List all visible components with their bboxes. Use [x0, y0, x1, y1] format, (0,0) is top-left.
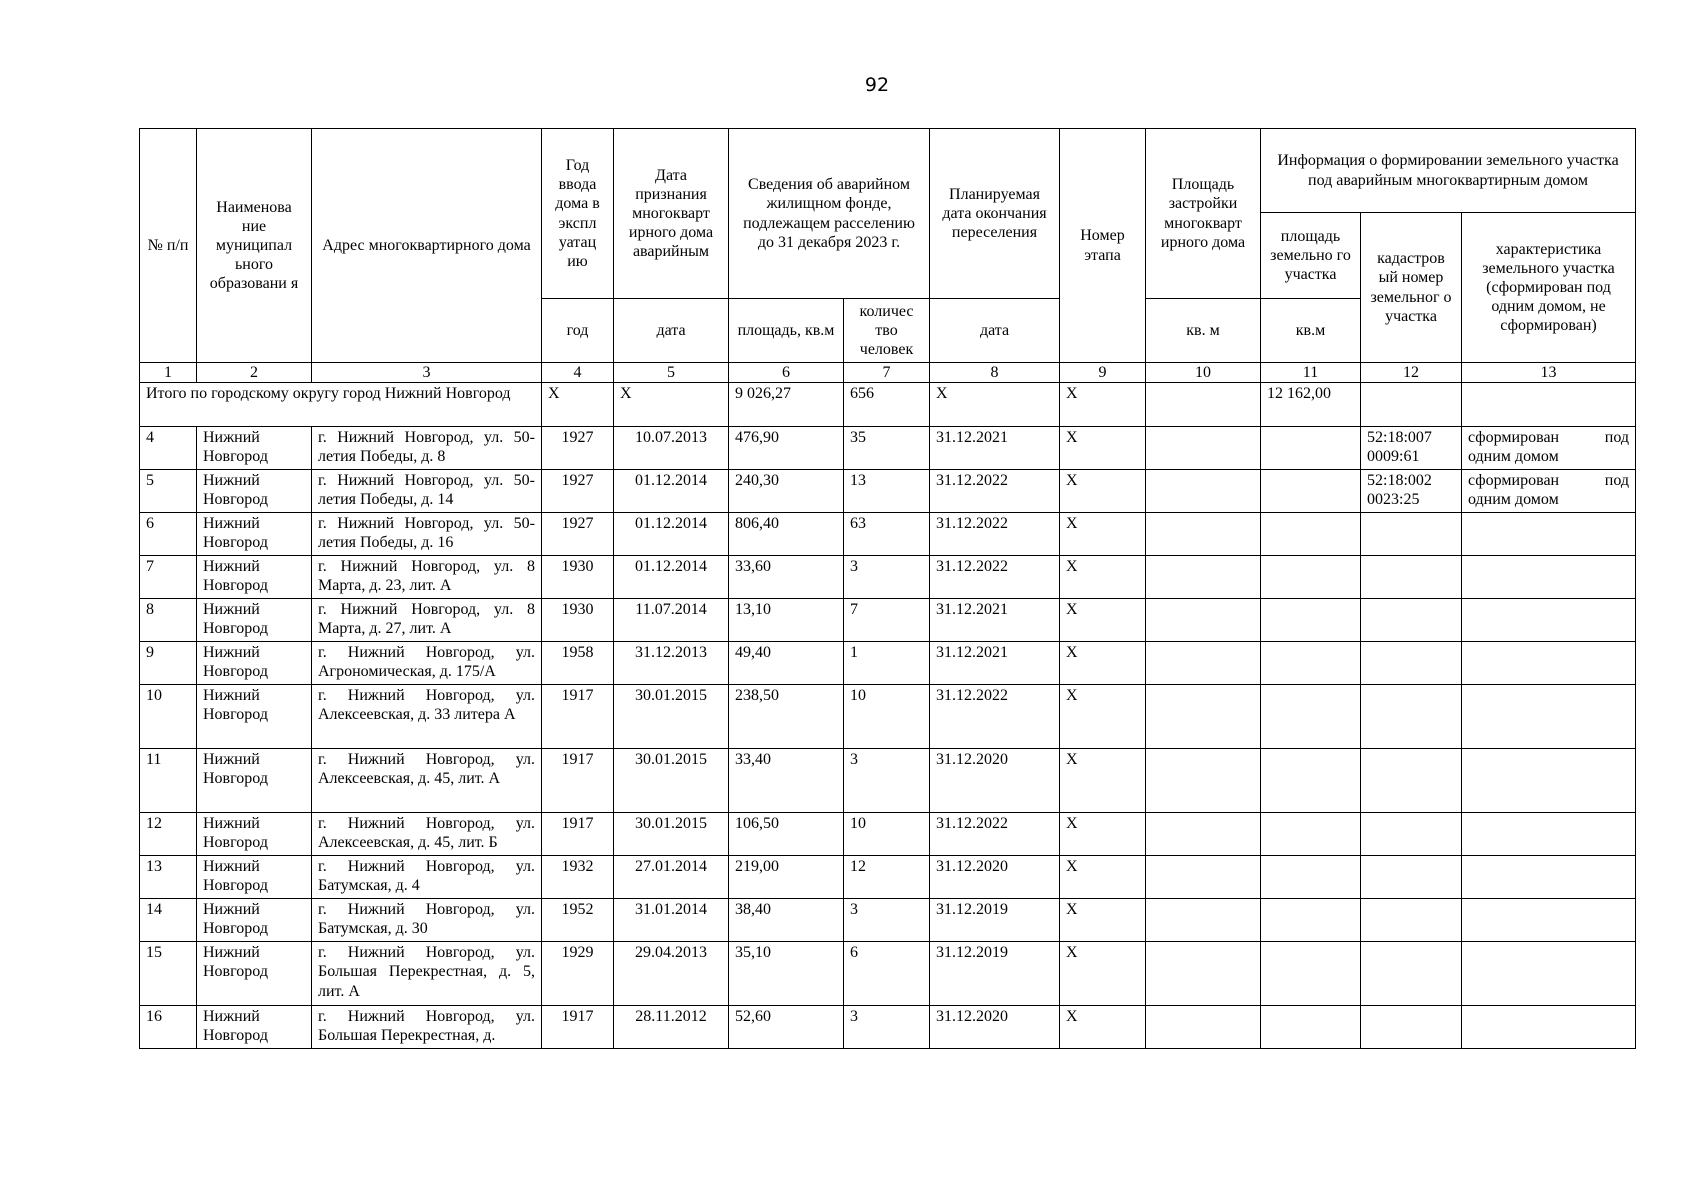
- column-number: 2: [197, 363, 312, 383]
- row-land-area: [1261, 1006, 1361, 1049]
- row-cadastral: [1361, 749, 1462, 813]
- row-land-char: [1462, 856, 1636, 899]
- row-municipality: Нижний Новгород: [197, 899, 312, 942]
- row-address: г. Нижний Новгород, ул. Алексеевская, д. 33 литера А: [312, 685, 542, 749]
- row-stage: X: [1060, 899, 1146, 942]
- row-planned-date: 31.12.2020: [930, 1006, 1060, 1049]
- row-year: 1917: [542, 813, 614, 856]
- row-municipality: Нижний Новгород: [197, 749, 312, 813]
- row-address: г. Нижний Новгород, ул. Алексеевская, д. 45, лит. А: [312, 749, 542, 813]
- table-row: [140, 599, 1636, 642]
- row-area: 240,30: [729, 470, 844, 513]
- row-planned-date: 31.12.2021: [930, 642, 1060, 685]
- table-row: [140, 1006, 1636, 1049]
- row-municipality: Нижний Новгород: [197, 942, 312, 1006]
- row-municipality: Нижний Новгород: [197, 1006, 312, 1049]
- row-people: 12: [844, 856, 930, 899]
- row-land-char: [1462, 513, 1636, 556]
- row-build-area: [1146, 1006, 1261, 1049]
- table-row: [140, 813, 1636, 856]
- row-number: 11: [140, 749, 197, 813]
- row-cadastral: [1361, 1006, 1462, 1049]
- row-cadastral: [1361, 599, 1462, 642]
- unit-date: дата: [614, 299, 729, 363]
- row-recognition-date: 30.01.2015: [614, 685, 729, 749]
- row-number: 8: [140, 599, 197, 642]
- row-build-area: [1146, 685, 1261, 749]
- total-people: 656: [844, 383, 930, 427]
- row-land-area: [1261, 856, 1361, 899]
- row-stage: X: [1060, 427, 1146, 470]
- row-planned-date: 31.12.2022: [930, 513, 1060, 556]
- row-recognition-date: 27.01.2014: [614, 856, 729, 899]
- row-land-area: [1261, 470, 1361, 513]
- unit-land-area: кв.м: [1261, 299, 1361, 363]
- unit-year: год: [542, 299, 614, 363]
- row-number: 12: [140, 813, 197, 856]
- row-address: г. Нижний Новгород, ул. 50-летия Победы, д. 14: [312, 470, 542, 513]
- row-area: 238,50: [729, 685, 844, 749]
- row-stage: X: [1060, 856, 1146, 899]
- header-land-info: Информация о формировании земельного участка под аварийным многоквартирным домом: [1261, 129, 1636, 213]
- row-stage: X: [1060, 1006, 1146, 1049]
- row-land-char: [1462, 556, 1636, 599]
- total-area: 9 026,27: [729, 383, 844, 427]
- row-year: 1932: [542, 856, 614, 899]
- column-number: 13: [1462, 363, 1636, 383]
- row-address: г. Нижний Новгород, ул. Большая Перекрестная, д.: [312, 1006, 542, 1049]
- table-row: [140, 642, 1636, 685]
- total-land-area: 12 162,00: [1261, 383, 1361, 427]
- column-number: 6: [729, 363, 844, 383]
- row-planned-date: 31.12.2021: [930, 599, 1060, 642]
- row-land-char: [1462, 942, 1636, 1006]
- row-area: 38,40: [729, 899, 844, 942]
- row-cadastral: [1361, 899, 1462, 942]
- header-municipality: Наименова ние муниципал ьного образовани я: [197, 129, 312, 363]
- row-municipality: Нижний Новгород: [197, 556, 312, 599]
- row-stage: X: [1060, 942, 1146, 1006]
- row-municipality: Нижний Новгород: [197, 856, 312, 899]
- header-stage: Номер этапа: [1060, 129, 1146, 363]
- header-planned-date: Планируемая дата окончания переселения: [930, 129, 1060, 299]
- column-number: 3: [312, 363, 542, 383]
- unit-build-area: кв. м: [1146, 299, 1261, 363]
- row-build-area: [1146, 599, 1261, 642]
- row-year: 1952: [542, 899, 614, 942]
- table-row: [140, 856, 1636, 899]
- row-address: г. Нижний Новгород, ул. Большая Перекрестная, д. 5, лит. А: [312, 942, 542, 1006]
- column-number: 11: [1261, 363, 1361, 383]
- row-planned-date: 31.12.2022: [930, 556, 1060, 599]
- row-recognition-date: 29.04.2013: [614, 942, 729, 1006]
- row-recognition-date: 11.07.2014: [614, 599, 729, 642]
- row-number: 5: [140, 470, 197, 513]
- total-build-area: [1146, 383, 1261, 427]
- row-recognition-date: 01.12.2014: [614, 513, 729, 556]
- row-address: г. Нижний Новгород, ул. 50-летия Победы, д. 8: [312, 427, 542, 470]
- row-land-char: [1462, 749, 1636, 813]
- row-cadastral: 52:18:002 0023:25: [1361, 470, 1462, 513]
- row-address: г. Нижний Новгород, ул. 8 Марта, д. 27, лит. А: [312, 599, 542, 642]
- row-land-area: [1261, 556, 1361, 599]
- row-number: 6: [140, 513, 197, 556]
- row-year: 1917: [542, 1006, 614, 1049]
- row-land-char: [1462, 813, 1636, 856]
- row-land-area: [1261, 513, 1361, 556]
- row-area: 806,40: [729, 513, 844, 556]
- unit-area: площадь, кв.м: [729, 299, 844, 363]
- row-address: г. Нижний Новгород, ул. Батумская, д. 4: [312, 856, 542, 899]
- row-address: г. Нижний Новгород, ул. Батумская, д. 30: [312, 899, 542, 942]
- row-recognition-date: 10.07.2013: [614, 427, 729, 470]
- row-cadastral: [1361, 513, 1462, 556]
- table-row: [140, 470, 1636, 513]
- header-num: № п/п: [140, 129, 197, 363]
- row-cadastral: [1361, 685, 1462, 749]
- row-planned-date: 31.12.2022: [930, 813, 1060, 856]
- row-cadastral: [1361, 942, 1462, 1006]
- row-recognition-date: 30.01.2015: [614, 749, 729, 813]
- row-build-area: [1146, 470, 1261, 513]
- row-planned-date: 31.12.2020: [930, 856, 1060, 899]
- row-year: 1958: [542, 642, 614, 685]
- row-recognition-date: 28.11.2012: [614, 1006, 729, 1049]
- table-row: [140, 685, 1636, 749]
- row-cadastral: [1361, 813, 1462, 856]
- total-label: Итого по городскому округу город Нижний Новгород: [140, 383, 542, 427]
- header-address: Адрес многоквартирного дома: [312, 129, 542, 363]
- row-land-char: [1462, 642, 1636, 685]
- total-land-char: [1462, 383, 1636, 427]
- header-emergency-fund: Сведения об аварийном жилищном фонде, подлежащем расселению до 31 декабря 2023 г.: [729, 129, 930, 299]
- row-people: 6: [844, 942, 930, 1006]
- row-municipality: Нижний Новгород: [197, 470, 312, 513]
- row-people: 10: [844, 685, 930, 749]
- row-area: 52,60: [729, 1006, 844, 1049]
- row-people: 10: [844, 813, 930, 856]
- column-number: 9: [1060, 363, 1146, 383]
- row-planned-date: 31.12.2021: [930, 427, 1060, 470]
- header-land-char: характеристика земельного участка (сформирован под одним домом, не сформирован): [1462, 213, 1636, 363]
- total-date: X: [614, 383, 729, 427]
- row-year: 1927: [542, 427, 614, 470]
- total-year: X: [542, 383, 614, 427]
- row-build-area: [1146, 427, 1261, 470]
- row-people: 3: [844, 1006, 930, 1049]
- table-row: [140, 427, 1636, 470]
- row-number: 4: [140, 427, 197, 470]
- row-build-area: [1146, 749, 1261, 813]
- row-recognition-date: 31.12.2013: [614, 642, 729, 685]
- row-year: 1929: [542, 942, 614, 1006]
- table-row: [140, 749, 1636, 813]
- row-number: 7: [140, 556, 197, 599]
- row-area: 476,90: [729, 427, 844, 470]
- row-year: 1917: [542, 685, 614, 749]
- total-stage: X: [1060, 383, 1146, 427]
- row-recognition-date: 01.12.2014: [614, 470, 729, 513]
- row-cadastral: [1361, 642, 1462, 685]
- row-municipality: Нижний Новгород: [197, 813, 312, 856]
- row-planned-date: 31.12.2019: [930, 899, 1060, 942]
- row-people: 3: [844, 899, 930, 942]
- row-area: 33,40: [729, 749, 844, 813]
- header-build-area: Площадь застройки многокварт ирного дома: [1146, 129, 1261, 299]
- row-land-area: [1261, 749, 1361, 813]
- total-planned: X: [930, 383, 1060, 427]
- row-people: 13: [844, 470, 930, 513]
- row-people: 1: [844, 642, 930, 685]
- row-land-char: [1462, 685, 1636, 749]
- row-land-char: [1462, 1006, 1636, 1049]
- row-land-area: [1261, 599, 1361, 642]
- row-year: 1927: [542, 470, 614, 513]
- row-stage: X: [1060, 599, 1146, 642]
- total-row: [140, 383, 1636, 427]
- row-stage: X: [1060, 813, 1146, 856]
- row-cadastral: [1361, 556, 1462, 599]
- housing-table: [139, 128, 1636, 1049]
- column-number: 12: [1361, 363, 1462, 383]
- row-planned-date: 31.12.2022: [930, 470, 1060, 513]
- row-land-area: [1261, 899, 1361, 942]
- row-year: 1927: [542, 513, 614, 556]
- table-row: [140, 899, 1636, 942]
- row-number: 10: [140, 685, 197, 749]
- row-build-area: [1146, 899, 1261, 942]
- row-address: г. Нижний Новгород, ул. Алексеевская, д. 45, лит. Б: [312, 813, 542, 856]
- row-land-char: [1462, 599, 1636, 642]
- row-land-area: [1261, 942, 1361, 1006]
- row-people: 3: [844, 749, 930, 813]
- row-municipality: Нижний Новгород: [197, 513, 312, 556]
- row-municipality: Нижний Новгород: [197, 642, 312, 685]
- row-municipality: Нижний Новгород: [197, 427, 312, 470]
- row-recognition-date: 01.12.2014: [614, 556, 729, 599]
- row-land-char: сформирован под одним домом: [1462, 470, 1636, 513]
- row-land-area: [1261, 685, 1361, 749]
- row-build-area: [1146, 813, 1261, 856]
- row-planned-date: 31.12.2022: [930, 685, 1060, 749]
- row-stage: X: [1060, 685, 1146, 749]
- row-number: 9: [140, 642, 197, 685]
- unit-people: количес тво человек: [844, 299, 930, 363]
- row-build-area: [1146, 856, 1261, 899]
- row-people: 35: [844, 427, 930, 470]
- row-land-area: [1261, 642, 1361, 685]
- header-land-area: площадь земельно го участка: [1261, 213, 1361, 299]
- row-people: 7: [844, 599, 930, 642]
- row-stage: X: [1060, 749, 1146, 813]
- row-number: 15: [140, 942, 197, 1006]
- header-year: Год ввода дома в экспл уатац ию: [542, 129, 614, 299]
- table-row: [140, 556, 1636, 599]
- row-stage: X: [1060, 470, 1146, 513]
- row-recognition-date: 30.01.2015: [614, 813, 729, 856]
- row-area: 35,10: [729, 942, 844, 1006]
- row-number: 16: [140, 1006, 197, 1049]
- total-cadastral: [1361, 383, 1462, 427]
- header-recognition-date: Дата признания многокварт ирного дома аварийным: [614, 129, 729, 299]
- column-number: 5: [614, 363, 729, 383]
- row-people: 3: [844, 556, 930, 599]
- row-planned-date: 31.12.2019: [930, 942, 1060, 1006]
- table-row: [140, 513, 1636, 556]
- row-year: 1930: [542, 599, 614, 642]
- row-land-area: [1261, 813, 1361, 856]
- header-cadastral: кадастров ый номер земельног о участка: [1361, 213, 1462, 363]
- row-area: 13,10: [729, 599, 844, 642]
- row-cadastral: [1361, 856, 1462, 899]
- row-number: 14: [140, 899, 197, 942]
- row-build-area: [1146, 513, 1261, 556]
- page-number: 92: [864, 74, 890, 96]
- column-number: 4: [542, 363, 614, 383]
- row-number: 13: [140, 856, 197, 899]
- row-area: 33,60: [729, 556, 844, 599]
- row-address: г. Нижний Новгород, ул. 50-летия Победы, д. 16: [312, 513, 542, 556]
- row-year: 1917: [542, 749, 614, 813]
- row-address: г. Нижний Новгород, ул. 8 Марта, д. 23, лит. А: [312, 556, 542, 599]
- row-stage: X: [1060, 642, 1146, 685]
- row-area: 49,40: [729, 642, 844, 685]
- row-area: 219,00: [729, 856, 844, 899]
- unit-planned: дата: [930, 299, 1060, 363]
- row-municipality: Нижний Новгород: [197, 599, 312, 642]
- row-land-char: сформирован под одним домом: [1462, 427, 1636, 470]
- row-area: 106,50: [729, 813, 844, 856]
- row-land-char: [1462, 899, 1636, 942]
- row-land-area: [1261, 427, 1361, 470]
- row-stage: X: [1060, 513, 1146, 556]
- row-build-area: [1146, 642, 1261, 685]
- row-stage: X: [1060, 556, 1146, 599]
- row-year: 1930: [542, 556, 614, 599]
- table-row: [140, 942, 1636, 1006]
- column-number: 8: [930, 363, 1060, 383]
- column-number: 1: [140, 363, 197, 383]
- row-build-area: [1146, 556, 1261, 599]
- row-planned-date: 31.12.2020: [930, 749, 1060, 813]
- row-address: г. Нижний Новгород, ул. Агрономическая, д. 175/А: [312, 642, 542, 685]
- column-number: 7: [844, 363, 930, 383]
- row-people: 63: [844, 513, 930, 556]
- column-number: 10: [1146, 363, 1261, 383]
- row-build-area: [1146, 942, 1261, 1006]
- row-cadastral: 52:18:007 0009:61: [1361, 427, 1462, 470]
- row-recognition-date: 31.01.2014: [614, 899, 729, 942]
- row-municipality: Нижний Новгород: [197, 685, 312, 749]
